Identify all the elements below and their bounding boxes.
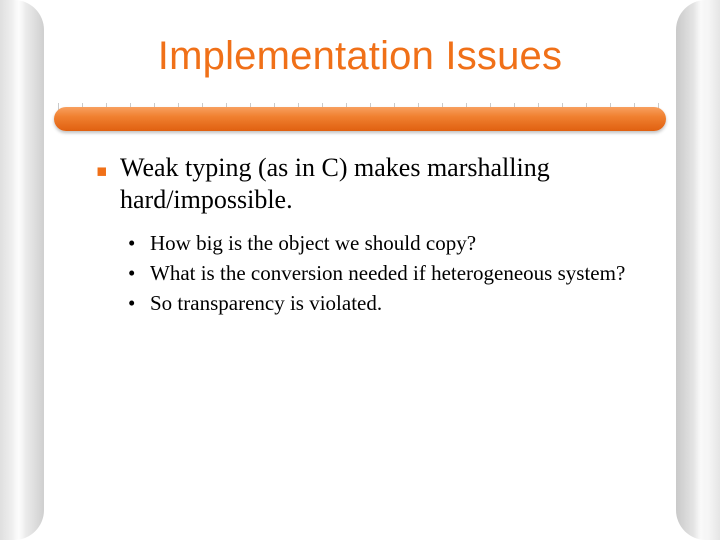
dot-bullet-icon: •: [128, 261, 136, 285]
sub-bullet-text: So transparency is violated.: [150, 291, 383, 315]
sub-bullet-list: [94, 228, 654, 318]
title-rule: [54, 107, 666, 131]
dot-bullet-icon: •: [128, 291, 136, 315]
left-pillar-decoration: [0, 0, 44, 540]
square-bullet-icon: ▪: [96, 161, 108, 181]
slide-title: Implementation Issues: [157, 34, 563, 78]
sub-bullet-item: [128, 258, 654, 288]
sub-bullet-text: What is the conversion needed if heterogeneous system?: [150, 261, 626, 285]
dot-bullet-icon: •: [128, 231, 136, 255]
sub-bullet-item: [128, 228, 654, 258]
sub-bullet-item: [128, 288, 654, 318]
right-pillar-decoration: [676, 0, 720, 540]
bullet-item: [94, 152, 654, 216]
sub-bullet-text: How big is the object we should copy?: [150, 231, 477, 255]
slide-body: [94, 152, 654, 318]
bullet-text: Weak typing (as in C) makes marshalling hard/impossible.: [120, 153, 550, 214]
